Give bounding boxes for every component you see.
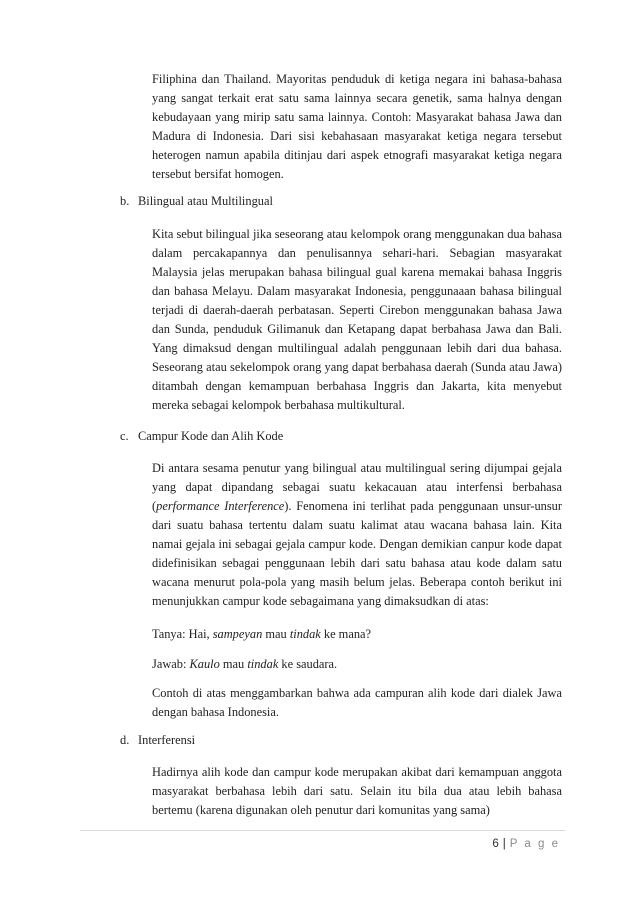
example-text: mau	[219, 657, 248, 671]
italic-word: tindak	[289, 627, 321, 641]
italic-term: performance Interference	[156, 499, 285, 513]
paragraph-intro: Filiphina dan Thailand. Mayoritas penduduk di ketiga negara ini bahasa-bahasa yang sangat terkait erat satu sama lainnya secara genetik, sama halnya dengan kebudayaan yang mirip satu sama lainnya. Contoh: Masyarakat bahasa Jawa dan Madura di Indonesia. Dari sisi kebahasaan masyarakat ketiga negara tersebut heterogen namun apabila ditinjau dari aspek etnografi masyarakat ketiga negara tersebut bersifat homogen.	[152, 72, 562, 181]
example-text: mau	[262, 627, 290, 641]
italic-word: tindak	[247, 657, 279, 671]
section-d-title: Interferensi	[138, 733, 196, 747]
section-b-title: Bilingual atau Multilingual	[138, 194, 273, 208]
footer-separator: |	[502, 838, 506, 850]
italic-word: sampeyan	[212, 627, 263, 641]
section-c-heading	[120, 427, 283, 446]
section-c-title: Campur Kode dan Alih Kode	[138, 429, 284, 443]
paragraph-example-explanation: Contoh di atas menggambarkan bahwa ada campuran alih kode dari dialek Jawa dengan bahasa Indonesia.	[152, 686, 562, 719]
example-label: Jawab:	[152, 657, 190, 671]
footer-divider	[80, 830, 565, 831]
section-d-letter: d.	[120, 733, 130, 747]
example-text: ke saudara.	[278, 657, 338, 671]
page-number: 6	[492, 838, 499, 850]
paragraph-interferensi: Hadirnya alih kode dan campur kode merupakan akibat dari kemampuan anggota masyarakat berbahasa lebih dari satu. Selain itu bila dua atau lebih bahasa bertemu (karena digunakan oleh penutur dari komunitas yang sama)	[152, 765, 562, 817]
italic-word: Kaulo	[189, 657, 220, 671]
section-b-heading	[120, 192, 273, 211]
example-tanya	[152, 625, 371, 644]
paragraph-campur-kode	[152, 459, 562, 611]
section-d-heading	[120, 731, 195, 750]
section-b-letter: b.	[120, 194, 130, 208]
example-text: ke mana?	[320, 627, 372, 641]
paragraph-text: Di antara sesama penutur yang bilingual atau multilingual sering dijumpai gejala yang dapat dipandang sebagai suatu kekacauan atau interfensi berbahasa (	[152, 461, 562, 513]
page-footer	[492, 838, 560, 850]
example-label: Tanya: Hai,	[152, 627, 213, 641]
paragraph-text: ). Fenomena ini terlihat pada penggunaan unsur-unsur dari suatu bahasa tertentu dalam suatu kalimat atau wacana bahasa lain. Kita namai gejala ini sebagai gejala campur kode. Dengan demikian canpur kode dapat didefinisikan sebagai penggunaan lebih dari satu bahasa atau kode dalam satu wacana menurut pola-pola yang masih belum jelas. Beberapa contoh berikut ini menunjukkan campur kode sebagaimana yang dimaksudkan di atas:	[152, 499, 563, 608]
section-c-letter: c.	[120, 429, 129, 443]
page-label: P a g e	[509, 838, 560, 850]
example-jawab	[152, 655, 337, 674]
paragraph-bilingual: Kita sebut bilingual jika seseorang atau kelompok orang menggunakan dua bahasa dalam percakapannya dan penulisannya sehari-hari. Sebagian masyarakat Malaysia jelas merupakan bahasa bilingual gual karena memakai bahasa Inggris dan bahasa Melayu. Dalam masyarakat Indonesia, penggunaaan bahasa bilingual terjadi di daerah-daerah perbatasan. Seperti Cirebon menggunakan bahasa Jawa dan Sunda, penduduk Gilimanuk dan Ketapang dapat berbahasa Jawa dan Bali. Yang dimaksud dengan multilingual adalah penggunaan lebih dari dua bahasa. Seseorang atau sekelompok orang yang dapat berbahasa daerah (Sunda atau Jawa) ditambah dengan kemampuan berbahasa Inggris dan Jakarta, kita menyebut mereka sebagai kelompok berbahasa multikultural.	[152, 227, 562, 412]
